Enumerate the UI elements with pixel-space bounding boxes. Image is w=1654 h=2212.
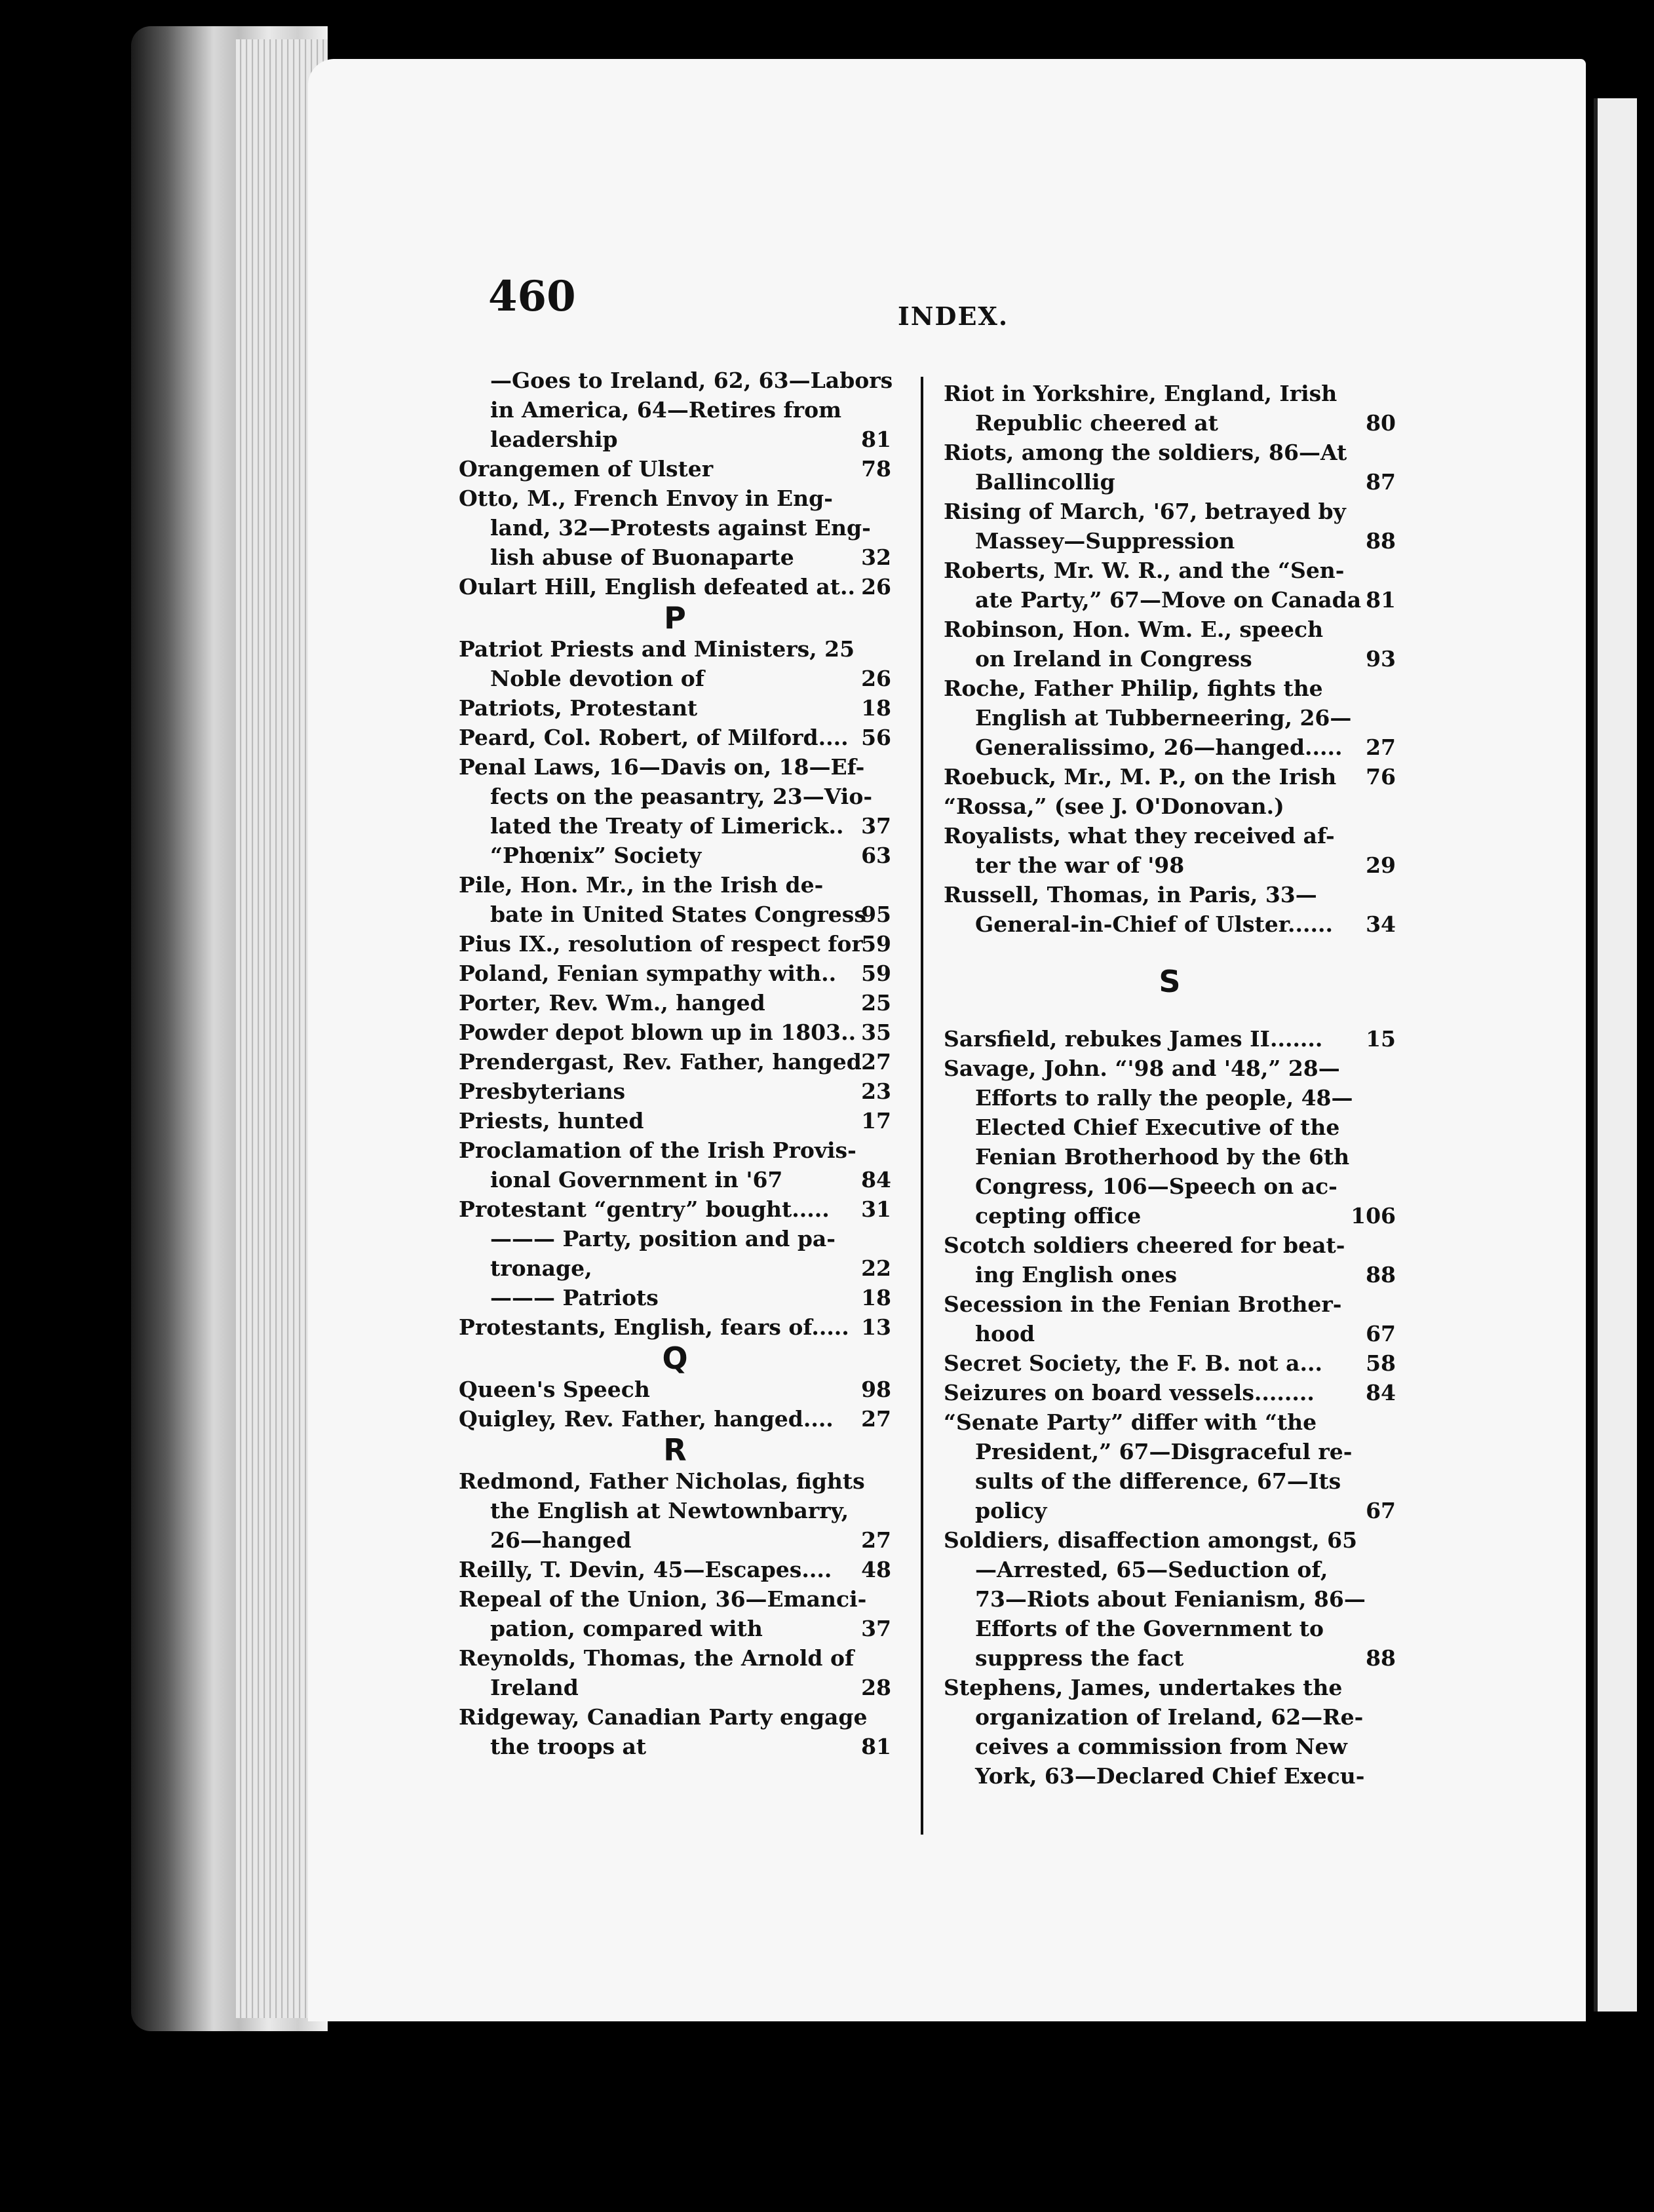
entry-text: Efforts of the Government to xyxy=(975,1616,1324,1641)
index-entry-line xyxy=(459,513,891,543)
index-entry-line xyxy=(944,674,1396,703)
entry-text: Pile, Hon. Mr., in the Irish de- xyxy=(459,872,824,898)
entry-text: the English at Newtownbarry, xyxy=(490,1498,849,1523)
index-entry-line xyxy=(944,1348,1396,1378)
entry-text: Pius IX., resolution of respect for xyxy=(459,931,863,957)
entry-text: Oulart Hill, English defeated at.. xyxy=(459,574,855,600)
entry-text: Ballincollig xyxy=(975,469,1115,495)
index-entry-line xyxy=(459,425,891,454)
entry-text: Secession in the Fenian Brother- xyxy=(944,1291,1342,1317)
entry-text: ter the war of '98 xyxy=(975,852,1185,878)
entry-text: Reynolds, Thomas, the Arnold of xyxy=(459,1645,855,1671)
index-entry-line xyxy=(944,1761,1396,1791)
entry-text: Porter, Rev. Wm., hanged xyxy=(459,990,765,1016)
index-entry-line xyxy=(459,782,891,811)
section-letter: Q xyxy=(662,1341,688,1376)
entry-text: Republic cheered at xyxy=(975,410,1218,436)
entry-text: land, 32—Protests against Eng- xyxy=(490,515,871,541)
entry-text: Elected Chief Executive of the xyxy=(975,1115,1340,1140)
entry-text: Russell, Thomas, in Paris, 33— xyxy=(944,882,1317,907)
index-entry-line xyxy=(459,1375,891,1404)
index-entry-line xyxy=(459,1732,891,1761)
entry-text: sults of the difference, 67—Its xyxy=(975,1468,1341,1494)
entry-text: Rising of March, '67, betrayed by xyxy=(944,499,1346,524)
entry-page-number: 27 xyxy=(861,1406,891,1432)
entry-page-number: 25 xyxy=(861,990,891,1016)
section-letter: P xyxy=(664,600,686,636)
entry-page-number: 13 xyxy=(861,1314,891,1340)
index-entry-line xyxy=(944,909,1396,939)
index-entry-line xyxy=(944,1201,1396,1230)
index-entry-line xyxy=(459,959,891,988)
index-entry-line xyxy=(459,1555,891,1584)
entry-page-number: 67 xyxy=(1366,1321,1396,1346)
index-entry-line xyxy=(944,1260,1396,1289)
entry-page-number: 31 xyxy=(861,1196,891,1222)
index-entry-line xyxy=(944,467,1396,497)
index-entry-line xyxy=(459,664,891,693)
index-entry-line xyxy=(459,1312,891,1342)
entry-text: hood xyxy=(975,1321,1035,1346)
index-entry-line xyxy=(944,1319,1396,1348)
index-entry-line xyxy=(944,1407,1396,1437)
index-column-left xyxy=(459,366,891,1761)
entry-text: 26—hanged xyxy=(490,1527,632,1553)
entry-page-number: 67 xyxy=(1366,1498,1396,1523)
index-entry-line xyxy=(944,1466,1396,1496)
entry-page-number: 29 xyxy=(1366,852,1396,878)
index-entry-line xyxy=(459,1404,891,1434)
entry-page-number: 17 xyxy=(861,1108,891,1134)
index-entry-line xyxy=(459,929,891,959)
index-entry-line xyxy=(459,1496,891,1525)
entry-text: Sarsfield, rebukes James II....... xyxy=(944,1026,1323,1052)
index-entry-line xyxy=(459,1584,891,1614)
entry-page-number: 88 xyxy=(1366,1262,1396,1287)
index-entry-line xyxy=(944,1172,1396,1201)
entry-text: Proclamation of the Irish Provis- xyxy=(459,1137,856,1163)
entry-text: “Rossa,” (see J. O'Donovan.) xyxy=(944,793,1284,819)
entry-text: Generalissimo, 26—hanged..... xyxy=(975,734,1343,760)
entry-page-number: 48 xyxy=(861,1557,891,1582)
index-entry-line xyxy=(944,1525,1396,1555)
entry-text: ate Party,” 67—Move on Canada xyxy=(975,587,1362,613)
spacer xyxy=(944,998,1396,1024)
entry-text: Orangemen of Ulster xyxy=(459,456,714,482)
entry-text: Patriots, Protestant xyxy=(459,695,698,721)
entry-text: Presbyterians xyxy=(459,1078,626,1104)
index-entry-line xyxy=(944,1437,1396,1466)
entry-text: Scotch soldiers cheered for beat- xyxy=(944,1232,1345,1258)
index-entry-line xyxy=(944,1024,1396,1054)
section-letter: S xyxy=(1159,964,1181,999)
index-entry-line xyxy=(944,762,1396,791)
entry-text: “Senate Party” differ with “the xyxy=(944,1409,1317,1435)
index-entry-line xyxy=(944,497,1396,526)
index-entry-line xyxy=(459,395,891,425)
index-entry-line xyxy=(944,1289,1396,1319)
index-entry-line xyxy=(944,1113,1396,1142)
index-entry-line xyxy=(944,1378,1396,1407)
index-entry-line xyxy=(944,821,1396,850)
index-entry-line xyxy=(459,1253,891,1283)
index-entry-line xyxy=(944,703,1396,733)
index-entry-line xyxy=(459,1466,891,1496)
index-entry-line xyxy=(459,693,891,723)
index-entry-line xyxy=(459,1077,891,1106)
index-entry-line xyxy=(944,1673,1396,1702)
entry-text: Efforts to rally the people, 48— xyxy=(975,1085,1353,1111)
entry-page-number: 15 xyxy=(1366,1026,1396,1052)
index-entry-line xyxy=(459,366,891,395)
entry-page-number: 56 xyxy=(861,725,891,750)
entry-text: Peard, Col. Robert, of Milford.... xyxy=(459,725,849,750)
index-entry-line xyxy=(944,1555,1396,1584)
entry-text: Prendergast, Rev. Father, hanged xyxy=(459,1049,862,1075)
index-entry-line xyxy=(459,752,891,782)
entry-page-number: 26 xyxy=(861,574,891,600)
index-entry-line xyxy=(944,1083,1396,1113)
entry-text: Repeal of the Union, 36—Emanci- xyxy=(459,1586,867,1612)
entry-text: lish abuse of Buonaparte xyxy=(490,544,794,570)
index-entry-line xyxy=(944,615,1396,644)
index-entry-line xyxy=(459,1673,891,1702)
entry-text: Redmond, Father Nicholas, fights xyxy=(459,1468,865,1494)
index-entry-line xyxy=(459,841,891,870)
entry-text: —Goes to Ireland, 62, 63—Labors xyxy=(490,368,893,393)
entry-text: Seizures on board vessels........ xyxy=(944,1380,1315,1405)
entry-text: Powder depot blown up in 1803.. xyxy=(459,1020,856,1045)
entry-text: ing English ones xyxy=(975,1262,1178,1287)
entry-page-number: 63 xyxy=(861,843,891,868)
entry-page-number: 27 xyxy=(861,1527,891,1553)
index-entry-line xyxy=(459,572,891,601)
entry-page-number: 59 xyxy=(861,931,891,957)
entry-text: ional Government in '67 xyxy=(490,1167,783,1192)
index-entry-line xyxy=(944,585,1396,615)
entry-text: York, 63—Declared Chief Execu- xyxy=(975,1763,1365,1789)
entry-page-number: 84 xyxy=(861,1167,891,1192)
index-entry-line xyxy=(459,454,891,484)
entry-text: Penal Laws, 16—Davis on, 18—Ef- xyxy=(459,754,865,780)
index-entry-line xyxy=(944,556,1396,585)
entry-page-number: 88 xyxy=(1366,1645,1396,1671)
entry-page-number: 27 xyxy=(1366,734,1396,760)
index-entry-line xyxy=(944,1584,1396,1614)
entry-page-number: 58 xyxy=(1366,1350,1396,1376)
entry-text: on Ireland in Congress xyxy=(975,646,1252,672)
index-entry-line xyxy=(944,1643,1396,1673)
entry-page-number: 34 xyxy=(1366,911,1396,937)
index-entry-line xyxy=(459,1194,891,1224)
index-entry-line xyxy=(459,1135,891,1165)
entry-text: Protestants, English, fears of..... xyxy=(459,1314,849,1340)
entry-text: pation, compared with xyxy=(490,1616,763,1641)
entry-page-number: 18 xyxy=(861,1285,891,1310)
entry-page-number: 18 xyxy=(861,695,891,721)
entry-page-number: 23 xyxy=(861,1078,891,1104)
index-entry-line xyxy=(459,634,891,664)
entry-text: ——— Patriots xyxy=(490,1285,659,1310)
index-entry-line xyxy=(944,1142,1396,1172)
index-entry-line xyxy=(459,900,891,929)
entry-page-number: 98 xyxy=(861,1377,891,1402)
running-head: INDEX. xyxy=(898,301,1009,331)
entry-page-number: 78 xyxy=(861,456,891,482)
entry-text: General-in-Chief of Ulster...... xyxy=(975,911,1333,937)
entry-page-number: 32 xyxy=(861,544,891,570)
index-entry-line xyxy=(944,1230,1396,1260)
index-entry-line xyxy=(459,988,891,1018)
index-entry-line xyxy=(944,1054,1396,1083)
entry-text: Savage, John. “'98 and '48,” 28— xyxy=(944,1056,1340,1081)
entry-text: Quigley, Rev. Father, hanged.... xyxy=(459,1406,834,1432)
index-entry-line xyxy=(944,1732,1396,1761)
entry-text: ceives a commission from New xyxy=(975,1734,1347,1759)
index-entry-line xyxy=(459,1018,891,1047)
entry-text: organization of Ireland, 62—Re- xyxy=(975,1704,1364,1730)
index-entry-line xyxy=(944,1702,1396,1732)
entry-page-number: 59 xyxy=(861,961,891,986)
entry-page-number: 81 xyxy=(861,427,891,452)
entry-page-number: 37 xyxy=(861,813,891,839)
entry-page-number: 88 xyxy=(1366,528,1396,554)
entry-text: lated the Treaty of Limerick.. xyxy=(490,813,844,839)
entry-text: Robinson, Hon. Wm. E., speech xyxy=(944,617,1324,642)
entry-page-number: 84 xyxy=(1366,1380,1396,1405)
entry-page-number: 106 xyxy=(1351,1203,1396,1229)
index-entry-line xyxy=(459,870,891,900)
entry-text: fects on the peasantry, 23—Vio- xyxy=(490,784,873,809)
entry-text: leadership xyxy=(490,427,618,452)
entry-text: bate in United States Congress xyxy=(490,902,866,927)
entry-text: Queen's Speech xyxy=(459,1377,650,1402)
entry-text: Royalists, what they received af- xyxy=(944,823,1335,849)
entry-page-number: 95 xyxy=(861,902,891,927)
entry-text: Stephens, James, undertakes the xyxy=(944,1675,1343,1700)
entry-page-number: 87 xyxy=(1366,469,1396,495)
index-entry-line xyxy=(459,484,891,513)
index-entry-line xyxy=(459,1525,891,1555)
entry-text: Massey—Suppression xyxy=(975,528,1235,554)
entry-text: Ireland xyxy=(490,1675,579,1700)
entry-text: ——— Party, position and pa- xyxy=(490,1226,836,1251)
entry-text: Congress, 106—Speech on ac- xyxy=(975,1173,1337,1199)
index-entry-line xyxy=(459,1047,891,1077)
entry-text: Noble devotion of xyxy=(490,666,705,691)
entry-text: the troops at xyxy=(490,1734,647,1759)
index-entry-line xyxy=(944,791,1396,821)
entry-page-number: 28 xyxy=(861,1675,891,1700)
entry-text: “Phœnix” Society xyxy=(490,843,702,868)
entry-text: policy xyxy=(975,1498,1047,1523)
index-entry-line xyxy=(459,1224,891,1253)
entry-page-number: 35 xyxy=(861,1020,891,1045)
index-entry-line xyxy=(944,880,1396,909)
entry-text: Riots, among the soldiers, 86—At xyxy=(944,440,1347,465)
index-entry-line xyxy=(944,1614,1396,1643)
entry-text: Soldiers, disaffection amongst, 65 xyxy=(944,1527,1358,1553)
entry-text: President,” 67—Disgraceful re- xyxy=(975,1439,1353,1464)
index-entry-line xyxy=(944,850,1396,880)
entry-page-number: 76 xyxy=(1366,764,1396,790)
entry-text: Roche, Father Philip, fights the xyxy=(944,676,1323,701)
index-entry-line xyxy=(459,811,891,841)
entry-page-number: 81 xyxy=(1366,587,1396,613)
entry-text: Fenian Brotherhood by the 6th xyxy=(975,1144,1350,1170)
index-entry-line xyxy=(459,1283,891,1312)
index-entry-line xyxy=(944,644,1396,674)
entry-text: in America, 64—Retires from xyxy=(490,397,841,423)
entry-text: Riot in Yorkshire, England, Irish xyxy=(944,381,1337,406)
index-entry-line xyxy=(944,526,1396,556)
index-entry-line xyxy=(459,723,891,752)
entry-text: Ridgeway, Canadian Party engage xyxy=(459,1704,868,1730)
index-entry-line xyxy=(459,1106,891,1135)
section-letter: R xyxy=(663,1432,687,1468)
entry-text: cepting office xyxy=(975,1203,1142,1229)
entry-text: Poland, Fenian sympathy with.. xyxy=(459,961,837,986)
entry-text: suppress the fact xyxy=(975,1645,1184,1671)
entry-text: English at Tubberneering, 26— xyxy=(975,705,1352,731)
column-divider xyxy=(921,377,923,1835)
entry-page-number: 26 xyxy=(861,666,891,691)
entry-text: Patriot Priests and Ministers, 25 xyxy=(459,636,855,662)
entry-page-number: 22 xyxy=(861,1255,891,1281)
entry-text: Secret Society, the F. B. not a... xyxy=(944,1350,1322,1376)
entry-text: Reilly, T. Devin, 45—Escapes.... xyxy=(459,1557,832,1582)
entry-text: Protestant “gentry” bought..... xyxy=(459,1196,830,1222)
index-entry-line xyxy=(944,438,1396,467)
entry-page-number: 80 xyxy=(1366,410,1396,436)
entry-text: 73—Riots about Fenianism, 86— xyxy=(975,1586,1366,1612)
index-entry-line xyxy=(944,408,1396,438)
entry-text: Roberts, Mr. W. R., and the “Sen- xyxy=(944,558,1345,583)
spacer xyxy=(944,939,1396,965)
entry-page-number: 37 xyxy=(861,1616,891,1641)
entry-text: Otto, M., French Envoy in Eng- xyxy=(459,486,833,511)
entry-text: Roebuck, Mr., M. P., on the Irish xyxy=(944,764,1337,790)
entry-page-number: 27 xyxy=(861,1049,891,1075)
index-entry-line xyxy=(459,543,891,572)
entry-text: —Arrested, 65—Seduction of, xyxy=(975,1557,1328,1582)
page-number: 460 xyxy=(488,272,576,321)
entry-page-number: 93 xyxy=(1366,646,1396,672)
index-entry-line xyxy=(944,733,1396,762)
entry-text: tronage, xyxy=(490,1255,592,1281)
entry-text: Priests, hunted xyxy=(459,1108,644,1134)
index-entry-line xyxy=(944,1496,1396,1525)
index-entry-line xyxy=(459,1614,891,1643)
index-column-right xyxy=(944,379,1396,1791)
index-entry-line xyxy=(944,379,1396,408)
entry-page-number: 81 xyxy=(861,1734,891,1759)
index-entry-line xyxy=(459,1165,891,1194)
index-entry-line xyxy=(459,1643,891,1673)
index-entry-line xyxy=(459,1702,891,1732)
